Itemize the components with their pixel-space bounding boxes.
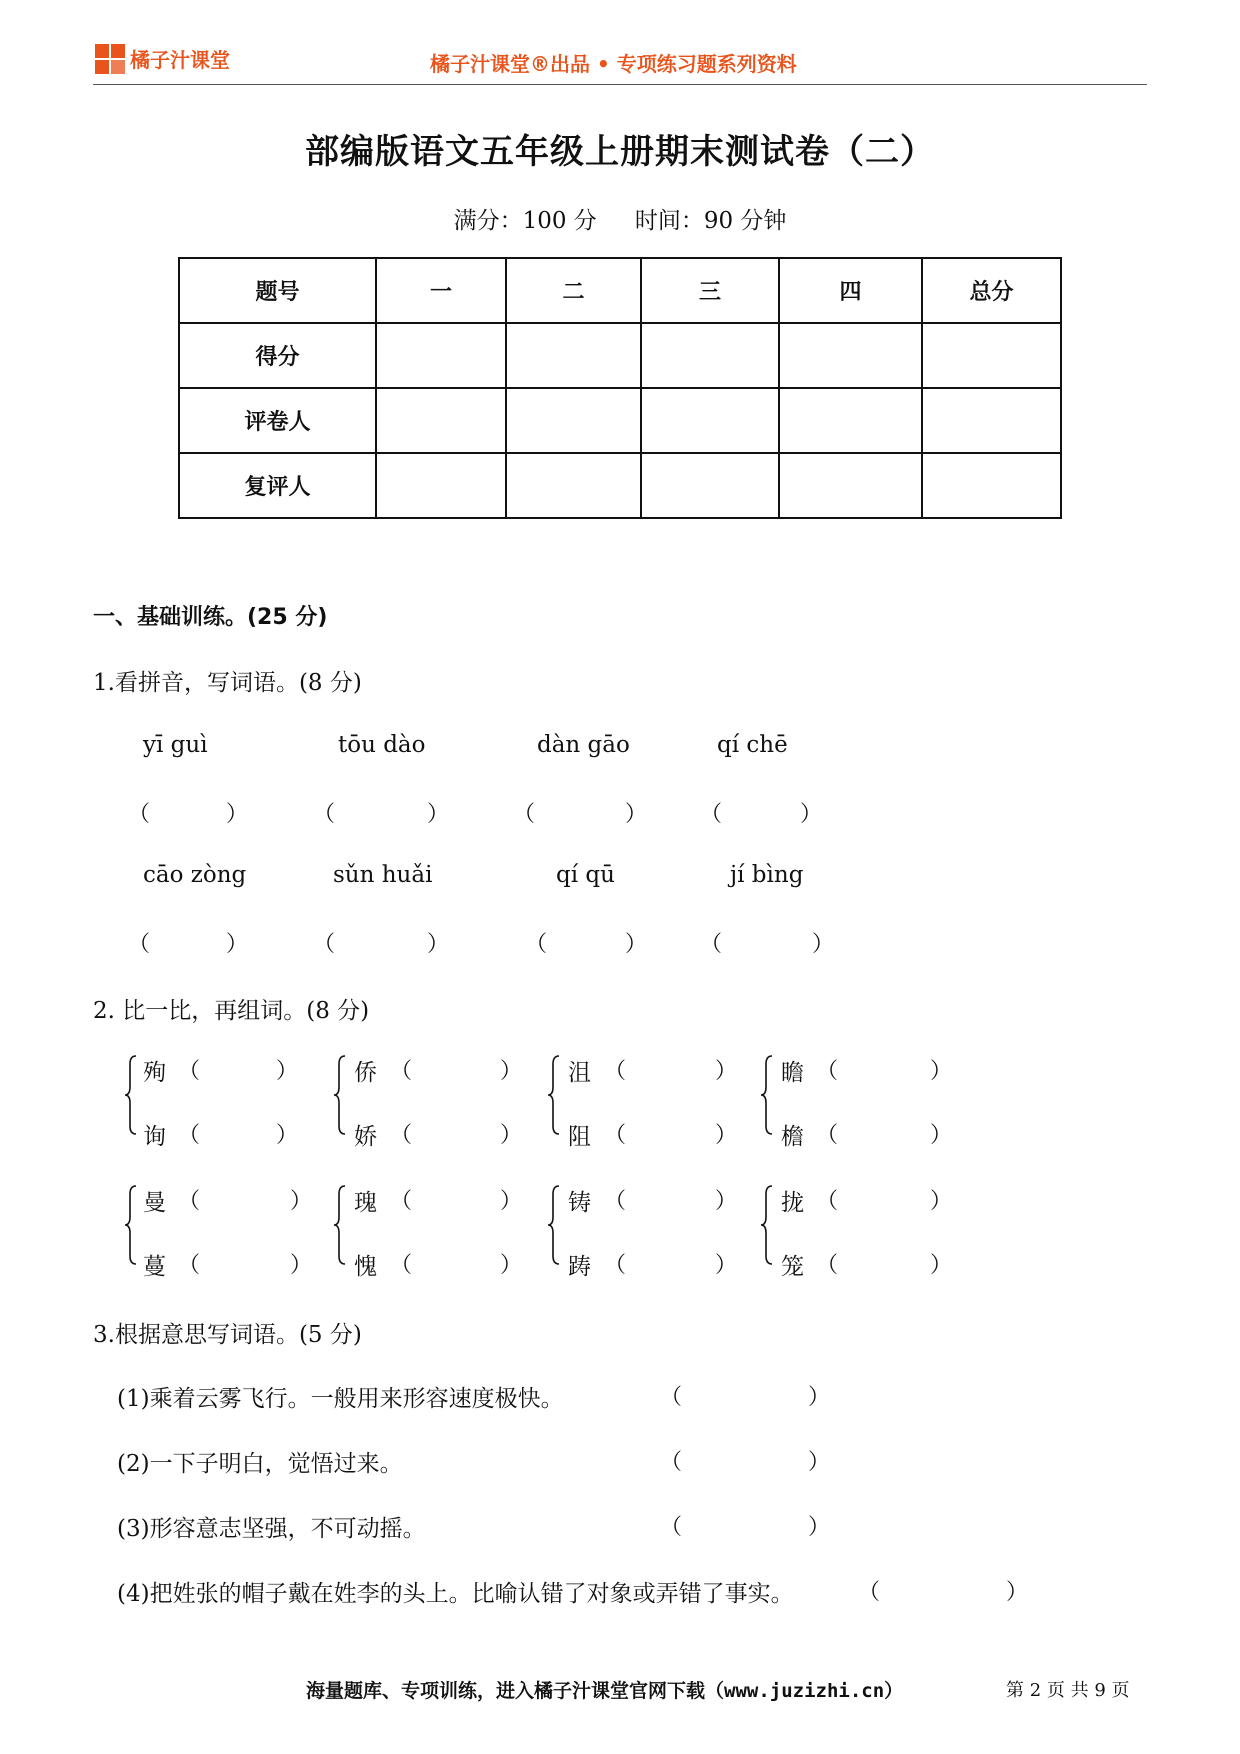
score-cell[interactable] (376, 388, 506, 453)
compare-char: 殉 (143, 1060, 166, 1086)
compare-char: 瑰 (354, 1190, 377, 1216)
pinyin: dàn gāo (537, 732, 630, 758)
answer-paren: ） (715, 1123, 738, 1148)
answer-paren: ） (500, 1059, 523, 1084)
answer-paren: （ (660, 1515, 683, 1540)
left-brace-icon (124, 1054, 138, 1136)
answer-paren: ） (276, 1123, 299, 1148)
compare-char: 蔓 (143, 1254, 166, 1280)
answer-paren: （ (858, 1580, 881, 1605)
exam-meta (0, 202, 1240, 235)
left-brace-icon (547, 1184, 561, 1266)
score-cell[interactable] (506, 453, 641, 518)
definition-item: (4)把姓张的帽子戴在姓李的头上。比喻认错了对象或弄错了事实。 (117, 1581, 794, 1607)
answer-paren: ） (625, 802, 648, 827)
answer-paren: ） (930, 1189, 953, 1214)
compare-char: 沮 (568, 1060, 591, 1086)
answer-paren: ） (500, 1189, 523, 1214)
full-score: 满分：100 分 (453, 208, 597, 234)
score-table-header-row (179, 258, 1061, 323)
answer-paren: （ (178, 1189, 201, 1214)
compare-char: 询 (143, 1124, 166, 1150)
score-cell[interactable] (641, 453, 779, 518)
pinyin: sǔn huǎi (333, 862, 433, 888)
answer-paren: （ (660, 1450, 683, 1475)
answer-paren: （ (178, 1253, 201, 1278)
answer-paren: ） (808, 1385, 831, 1410)
answer-paren: ） (427, 932, 450, 957)
answer-paren: ） (930, 1123, 953, 1148)
pinyin: yī guì (143, 732, 208, 758)
compare-char: 笼 (781, 1254, 804, 1280)
answer-paren: ） (290, 1189, 313, 1214)
table-row (179, 323, 1061, 388)
answer-paren: （ (604, 1189, 627, 1214)
answer-paren: ） (226, 802, 249, 827)
answer-paren: （ (390, 1059, 413, 1084)
score-cell[interactable] (779, 323, 922, 388)
answer-paren: （ (390, 1123, 413, 1148)
answer-paren: （ (390, 1253, 413, 1278)
answer-paren: （ (525, 932, 548, 957)
footer-text: 海量题库、专项训练，进入橘子汁课堂官网下载（www.juzizhi.cn） (306, 1680, 904, 1702)
score-cell[interactable] (922, 388, 1061, 453)
answer-paren: ） (276, 1059, 299, 1084)
row-label: 得分 (179, 323, 376, 388)
answer-paren: （ (604, 1059, 627, 1084)
pinyin: cāo zòng (143, 862, 247, 888)
answer-paren: ） (715, 1253, 738, 1278)
compare-char: 檐 (781, 1124, 804, 1150)
compare-char: 阻 (568, 1124, 591, 1150)
table-header-cell: 二 (506, 258, 641, 323)
pinyin: qí chē (717, 732, 788, 758)
answer-paren: （ (390, 1189, 413, 1214)
answer-paren: （ (313, 932, 336, 957)
compare-char: 踌 (568, 1254, 591, 1280)
brand-logo-icon (95, 44, 127, 76)
compare-char: 瞻 (781, 1060, 804, 1086)
row-label: 复评人 (179, 453, 376, 518)
left-brace-icon (547, 1054, 561, 1136)
answer-paren: ） (226, 932, 249, 957)
score-table (178, 257, 1062, 519)
question-title: 1.看拼音，写词语。(8 分) (93, 670, 362, 696)
answer-paren: （ (700, 932, 723, 957)
answer-paren: ） (930, 1059, 953, 1084)
answer-paren: （ (604, 1123, 627, 1148)
answer-paren: ） (625, 932, 648, 957)
row-label: 评卷人 (179, 388, 376, 453)
table-row (179, 388, 1061, 453)
answer-paren: （ (128, 802, 151, 827)
score-cell[interactable] (376, 323, 506, 388)
answer-paren: （ (700, 802, 723, 827)
answer-paren: ） (715, 1189, 738, 1214)
answer-paren: （ (128, 932, 151, 957)
answer-paren: ） (812, 932, 835, 957)
answer-paren: （ (178, 1059, 201, 1084)
question-title: 2. 比一比，再组词。(8 分) (93, 998, 370, 1024)
answer-paren: （ (816, 1059, 839, 1084)
answer-paren: （ (178, 1123, 201, 1148)
answer-paren: ） (930, 1253, 953, 1278)
score-cell[interactable] (922, 453, 1061, 518)
answer-paren: （ (660, 1385, 683, 1410)
pinyin: tōu dào (338, 732, 426, 758)
answer-paren: （ (816, 1123, 839, 1148)
table-row (179, 453, 1061, 518)
answer-paren: ） (500, 1253, 523, 1278)
question-title: 3.根据意思写词语。(5 分) (93, 1322, 362, 1348)
table-header-cell: 题号 (179, 258, 376, 323)
answer-paren: （ (313, 802, 336, 827)
left-brace-icon (333, 1184, 347, 1266)
answer-paren: （ (604, 1253, 627, 1278)
score-cell[interactable] (922, 323, 1061, 388)
compare-char: 侨 (354, 1060, 377, 1086)
answer-paren: ） (800, 802, 823, 827)
answer-paren: ） (808, 1450, 831, 1475)
score-cell[interactable] (641, 323, 779, 388)
score-cell[interactable] (506, 323, 641, 388)
left-brace-icon (760, 1184, 774, 1266)
compare-char: 愧 (354, 1254, 377, 1280)
pinyin: jí bìng (730, 862, 804, 888)
page-number: 第 2 页 共 9 页 (1006, 1680, 1130, 1701)
answer-paren: ） (1006, 1580, 1029, 1605)
left-brace-icon (760, 1054, 774, 1136)
answer-paren: ） (808, 1515, 831, 1540)
score-cell[interactable] (779, 453, 922, 518)
exam-time: 时间：90 分钟 (634, 208, 787, 234)
compare-char: 娇 (354, 1124, 377, 1150)
section-heading: 一、基础训练。(25 分) (93, 605, 328, 630)
left-brace-icon (124, 1184, 138, 1266)
pinyin: qí qū (556, 862, 615, 888)
answer-paren: ） (427, 802, 450, 827)
compare-char: 拢 (781, 1190, 804, 1216)
score-cell[interactable] (376, 453, 506, 518)
answer-paren: ） (715, 1059, 738, 1084)
table-header-cell: 四 (779, 258, 922, 323)
table-header-cell: 三 (641, 258, 779, 323)
answer-paren: （ (513, 802, 536, 827)
score-cell[interactable] (641, 388, 779, 453)
answer-paren: ） (290, 1253, 313, 1278)
page-title: 部编版语文五年级上册期末测试卷（二） (305, 132, 935, 172)
definition-item: (3)形容意志坚强，不可动摇。 (117, 1516, 426, 1542)
header-divider (93, 84, 1147, 85)
compare-char: 曼 (143, 1190, 166, 1216)
answer-paren: （ (816, 1253, 839, 1278)
definition-item: (1)乘着云雾飞行。一般用来形容速度极快。 (117, 1386, 564, 1412)
table-header-cell: 一 (376, 258, 506, 323)
brand-name: 橘子汁课堂 (130, 48, 230, 72)
header-tagline: 橘子汁课堂®出品 • 专项练习题系列资料 (430, 52, 797, 76)
table-header-cell: 总分 (922, 258, 1061, 323)
score-cell[interactable] (779, 388, 922, 453)
left-brace-icon (333, 1054, 347, 1136)
score-cell[interactable] (506, 388, 641, 453)
answer-paren: （ (816, 1189, 839, 1214)
compare-char: 铸 (568, 1190, 591, 1216)
answer-paren: ） (500, 1123, 523, 1148)
definition-item: (2)一下子明白，觉悟过来。 (117, 1451, 403, 1477)
